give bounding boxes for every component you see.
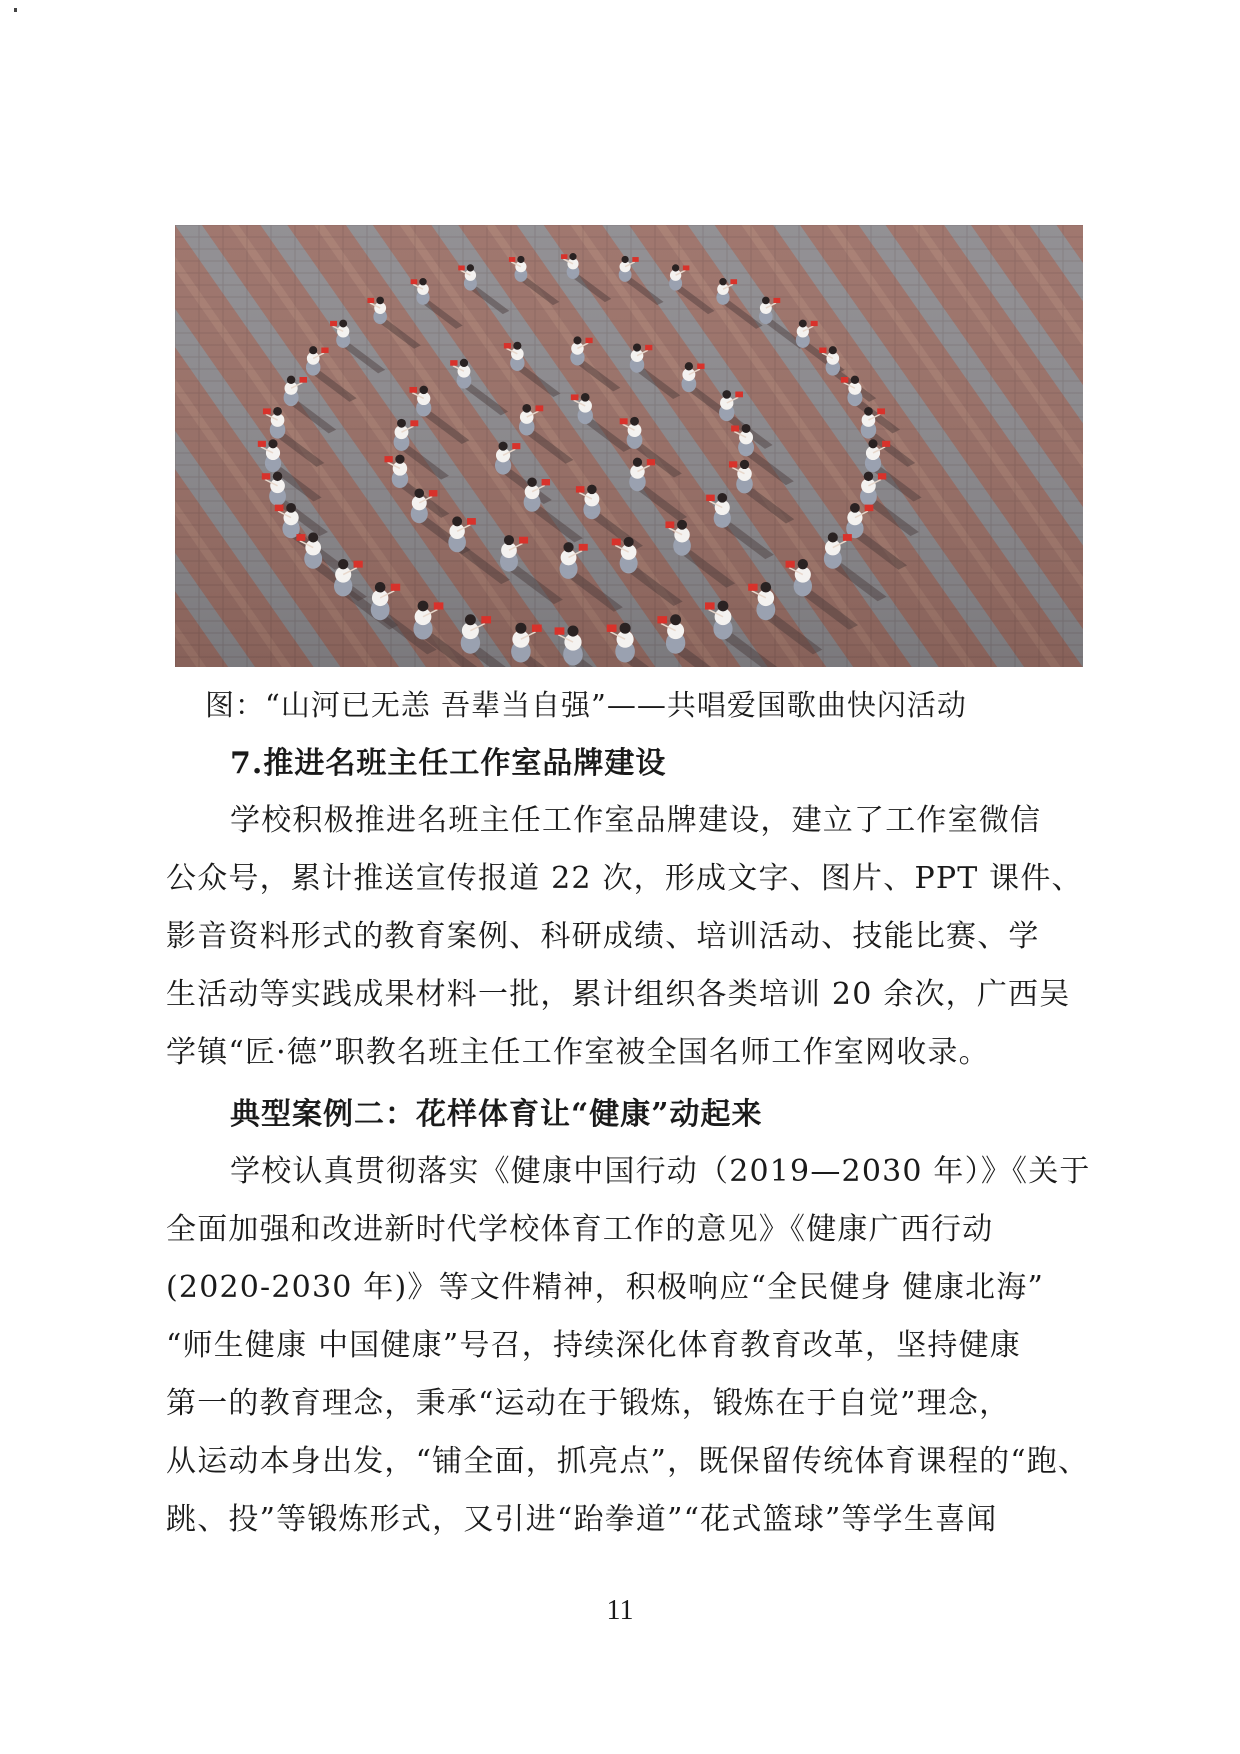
paragraph-line: “师生健康 中国健康”号召，持续深化体育教育改革，坚持健康	[166, 1328, 1022, 1363]
corner-mark	[14, 8, 17, 12]
figure-caption: 图：“山河已无恙 吾辈当自强”——共唱爱国歌曲快闪活动	[205, 688, 967, 722]
paragraph-line: 学校认真贯彻落实《健康中国行动（2019—2030 年）》《关于	[230, 1154, 1091, 1189]
paragraph-line: 学校积极推进名班主任工作室品牌建设，建立了工作室微信	[230, 803, 1042, 838]
paragraph-line: 全面加强和改进新时代学校体育工作的意见》《健康广西行动	[166, 1212, 994, 1247]
activity-photo-graphic	[175, 225, 1083, 667]
page-number: 11	[606, 1595, 634, 1626]
paragraph-line: 跳、投”等锻炼形式，又引进“跆拳道”“花式篮球”等学生喜闻	[166, 1502, 998, 1537]
section-heading-7: 7.推进名班主任工作室品牌建设	[230, 746, 667, 781]
paragraph-line: (2020-2030 年)》等文件精神，积极响应“全民健身 健康北海”	[166, 1270, 1044, 1305]
paragraph-line: 从运动本身出发，“铺全面，抓亮点”，既保留传统体育课程的“跑、	[166, 1444, 1090, 1479]
paragraph-line: 生活动等实践成果材料一批，累计组织各类培训 20 余次，广西吴	[166, 977, 1071, 1012]
case-2-paragraph	[166, 1143, 1096, 1549]
section-7-paragraph	[166, 792, 1096, 1082]
paragraph-line: 学镇“匠·德”职教名班主任工作室被全国名师工作室网收录。	[166, 1035, 990, 1070]
activity-photo	[175, 225, 1083, 667]
paragraph-line: 公众号，累计推送宣传报道 22 次，形成文字、图片、PPT 课件、	[166, 861, 1083, 896]
case-heading-2: 典型案例二：花样体育让“健康”动起来	[230, 1097, 763, 1132]
paragraph-line: 影音资料形式的教育案例、科研成绩、培训活动、技能比赛、学	[166, 919, 1040, 954]
paragraph-line: 第一的教育理念，秉承“运动在于锻炼，锻炼在于自觉”理念，	[166, 1386, 1011, 1421]
